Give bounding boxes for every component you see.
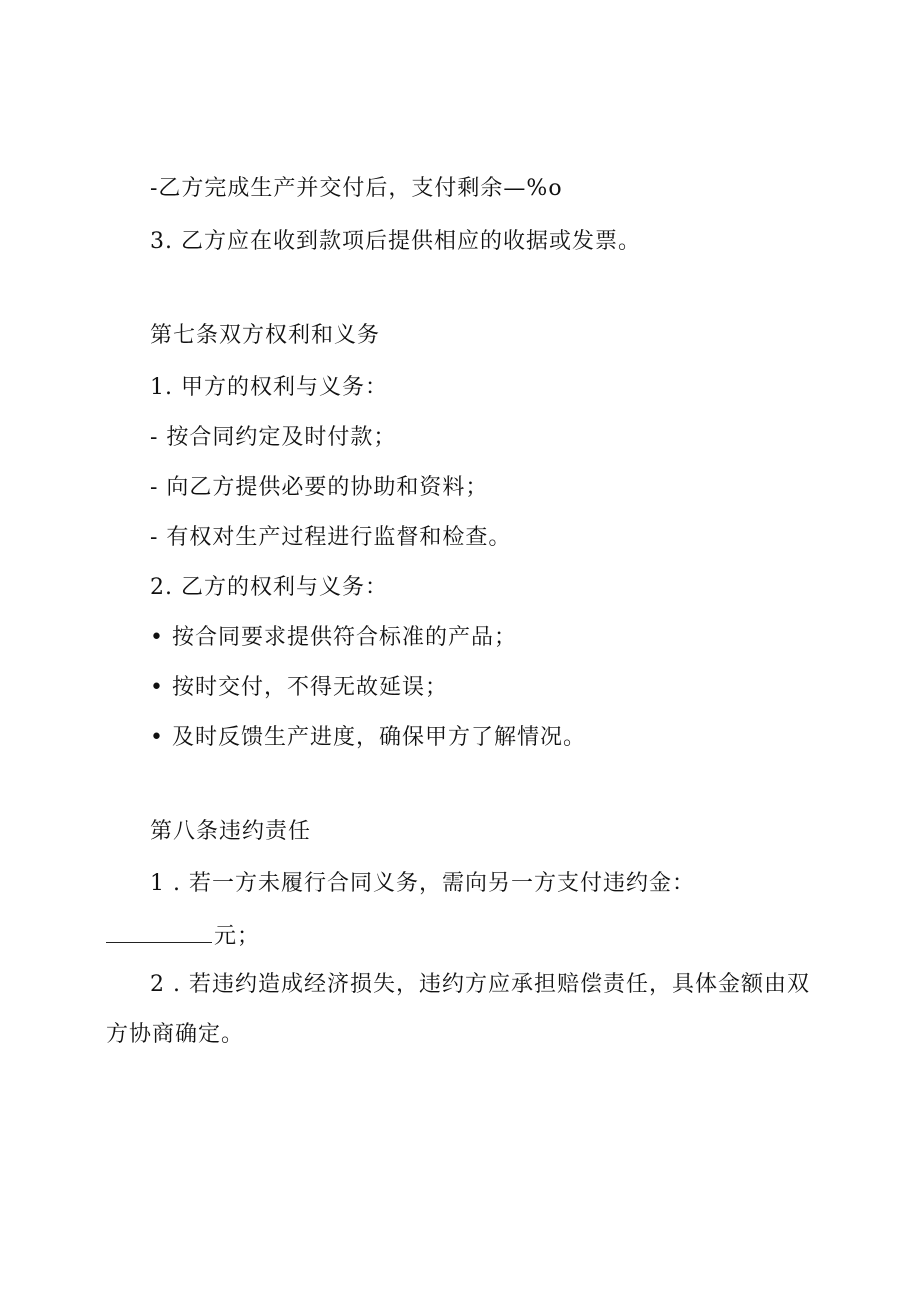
receipt-clause: 3. 乙方应在收到款项后提供相应的收据或发票。 [150, 229, 641, 254]
payment-remainder-line: -乙方完成生产并交付后，支付剩余—%o [150, 176, 563, 201]
party-b-item-3: • 及时反馈生产进度，确保甲方了解情况。 [150, 725, 586, 750]
breach-clause-2-continued: 方协商确定。 [106, 1022, 245, 1047]
article-eight-heading: 第八条违约责任 [150, 819, 312, 844]
party-a-rights-heading: 1. 甲方的权利与义务： [150, 375, 388, 400]
party-b-rights-heading: 2. 乙方的权利与义务： [150, 575, 388, 600]
penalty-amount-blank [106, 920, 212, 943]
party-a-item-2: - 向乙方提供必要的协助和资料； [150, 475, 489, 500]
party-b-item-1: • 按合同要求提供符合标准的产品； [150, 625, 517, 650]
currency-unit: 元； [214, 924, 261, 949]
breach-clause-1: 1 . 若一方未履行合同义务，需向另一方支付违约金： [150, 871, 695, 896]
party-a-item-3: - 有权对生产过程进行监督和检查。 [150, 525, 512, 550]
article-seven-heading: 第七条双方权利和义务 [150, 323, 381, 348]
penalty-amount-line [106, 920, 260, 952]
party-b-item-2: • 按时交付，不得无故延误； [150, 675, 448, 700]
breach-clause-2: 2 . 若违约造成经济损失，违约方应承担赔偿责任，具体金额由双 [150, 972, 810, 997]
party-a-item-1: - 按合同约定及时付款； [150, 425, 397, 450]
